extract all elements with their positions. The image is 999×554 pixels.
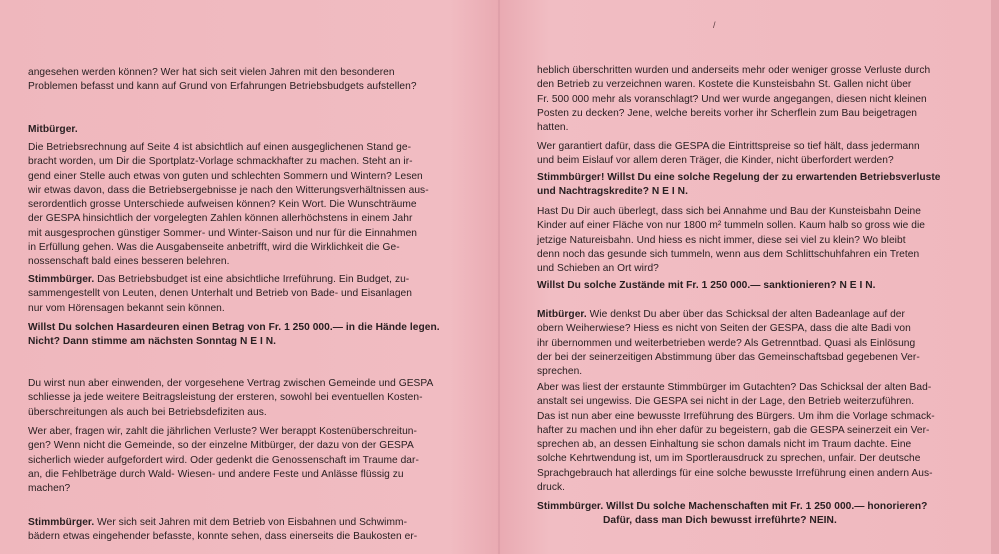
- text-rest: Wer sich seit Jahren mit dem Betrieb von Eisbahnen und Schwimm-: [94, 517, 408, 528]
- text-line: Dafür, dass man Dich bewusst irreführte? NEIN.: [603, 515, 837, 527]
- lead-text: Mitbürger.: [537, 309, 587, 320]
- lead-text: Stimmbürger.: [28, 274, 95, 285]
- text-line: Kinder auf einer Fläche von nur 1800 m² tummeln sollen. Kaum halb so gross wie die: [537, 220, 926, 232]
- left-paragraph-6: [28, 425, 470, 496]
- text-line: nur vom Hörensagen bekannt sein können.: [28, 302, 225, 314]
- right-paragraph-1: [537, 64, 979, 135]
- text-line: [28, 273, 470, 287]
- right-paragraph-6: [537, 308, 979, 379]
- text-line: Problemen befasst und kann auf Grund von Erfahrungen Betriebsbudgets aufstellen?: [28, 81, 417, 93]
- text-line: serordentlich grosse Unterschiede aufweisen können? Kein Wort. Die Wunschträume: [28, 199, 417, 211]
- text-line: nossenschaft bald eines besseren belehren.: [28, 256, 230, 268]
- right-paragraph-8: [537, 500, 979, 529]
- text-line: bracht worden, um Dir die Sportplatz-Vorlage schmackhafter zu machen. Steht an ir-: [28, 156, 413, 168]
- left-paragraph-5: [28, 377, 470, 420]
- text-line: Willst Du solchen Hasardeuren einen Betrag von Fr. 1 250 000.— in die Hände legen.: [28, 322, 440, 333]
- text-line: hafter zu machen und ihn eher dafür zu begeistern, gab die GESPA seinerzeit ein Ver-: [537, 424, 930, 436]
- text-line: heblich überschritten wurden und anderseits mehr oder weniger grosse Verluste durch: [537, 65, 931, 76]
- text-line: wir etwas davon, dass die Betriebsergebnisse je nach den Witterungsverhältnissen aus-: [28, 184, 429, 196]
- text-rest: Wie denkst Du aber über das Schicksal der alten Badeanlage auf der: [586, 309, 905, 320]
- text-line: druck.: [537, 482, 566, 494]
- text-line: schliesse ja jede weitere Beitragsleistung der ersteren, sowohl bei eventuellen Kosten-: [28, 392, 423, 404]
- text-line: der bei der seinerzeitigen Abstimmung über das Gemeinschaftsbad gegebenen Ver-: [537, 351, 920, 363]
- text-line: sprechen ab, an dessen Einhaltung sie schon damals nicht im Traum dachte. Eine: [537, 439, 912, 451]
- lead-text: Stimmbürger.: [28, 517, 95, 528]
- right-paragraph-5: [537, 279, 979, 293]
- text-line: in Erfüllung gehen. Was die Ausgabenseite anbetrifft, wird die Wirklichkeit die Ge-: [28, 242, 400, 254]
- page-edge: [991, 0, 999, 554]
- text-line: Du wirst nun aber einwenden, der vorgesehene Vertrag zwischen Gemeinde und GESPA: [28, 378, 434, 389]
- text-line: Posten zu decken? Jene, welche bereits vorher ihr Scherflein zum Bau beigetragen: [537, 107, 918, 119]
- text-line: angesehen werden können? Wer hat sich seit vielen Jahren mit den besonderen: [28, 67, 395, 78]
- text-line: Das ist nun aber eine bewusste Irreführung des Bürgers. Um ihm die Vorlage schmack-: [537, 410, 935, 422]
- text-line: [537, 308, 979, 322]
- text-line: Stimmbürger. Willst Du solche Machenschaften mit Fr. 1 250 000.— honorieren?: [537, 501, 928, 512]
- right-paragraph-4: [537, 205, 979, 276]
- text-line: den Betrieb zu verzeichnen waren. Kostete die Kunsteisbahn St. Gallen nicht über: [537, 79, 912, 91]
- text-line: gen? Wenn nicht die Gemeinde, so der einzelne Mitbürger, der dazu von der GESPA: [28, 440, 414, 452]
- left-paragraph-2: [28, 141, 470, 270]
- text-line: mit ausgesprochen günstiger Sommer- und Winter-Saison und nur für die Einnahmen: [28, 227, 418, 239]
- text-line: solche Kehrtwendung ist, um im Sportlerausdruck zu sprechen, unfair. Der deutsche: [537, 453, 921, 465]
- page-fold: [498, 0, 500, 554]
- text-line: sammengestellt von Leuten, denen Unterhalt und Betrieb von Bade- und Eisanlagen: [28, 288, 412, 300]
- text-line: Fr. 500 000 mehr als voranschlagt? Und wer wurde angegangen, diesen nicht kleinen: [537, 93, 927, 105]
- margin-mark: /: [713, 20, 716, 30]
- text-line: obern Weiherwiese? Hiess es nicht von Seiten der GESPA, dass die alte Badi von: [537, 323, 911, 335]
- text-line: und beim Eislauf vor allem deren Träger, die Kinder, nicht überfordert werden?: [537, 155, 894, 167]
- text-line: Willst Du solche Zustände mit Fr. 1 250 000.— sanktionieren? N E I N.: [537, 280, 876, 291]
- heading-text: Mitbürger.: [28, 124, 78, 135]
- text-line: Aber was liest der erstaunte Stimmbürger im Gutachten? Das Schicksal der alten Bad-: [537, 382, 932, 393]
- text-line: Nicht? Dann stimme am nächsten Sonntag N E I N.: [28, 336, 277, 348]
- text-line: und Schieben an Ort wird?: [537, 263, 659, 275]
- text-line: überschreitungen als auch bei Betriebsdefiziten aus.: [28, 406, 267, 418]
- text-line: sprechen.: [537, 366, 583, 378]
- text-line: Die Betriebsrechnung auf Seite 4 ist absichtlich auf einen ausgeglichenen Stand ge-: [28, 142, 412, 153]
- text-rest: Das Betriebsbudget ist eine absichtliche Irreführung. Ein Budget, zu-: [94, 274, 410, 285]
- right-paragraph-3: [537, 171, 979, 200]
- text-line: bädern etwas eingehender befasste, konnte sehen, dass einerseits die Baukosten er-: [28, 531, 418, 543]
- text-line: denn noch das gesunde sich tummeln, wenn aus dem Schlittschuhfahren ein Treten: [537, 248, 920, 260]
- text-line: sicherlich wieder aufgefordert wird. Oder gedenkt die Genossenschaft im Traume dar-: [28, 454, 419, 466]
- right-paragraph-7: [537, 381, 979, 495]
- text-line: anstalt sei ungewiss. Die GESPA sei nicht in der Lage, den Betrieb weiterzuführen.: [537, 396, 915, 408]
- left-paragraph-3: [28, 273, 470, 316]
- left-paragraph-7: [28, 516, 470, 545]
- text-line: Hast Du Dir auch überlegt, dass sich bei Annahme und Bau der Kunsteisbahn Deine: [537, 206, 921, 217]
- text-line: machen?: [28, 483, 71, 495]
- left-paragraph-4: [28, 321, 470, 350]
- left-heading-mitbuerger: [28, 123, 470, 137]
- text-line: Wer garantiert dafür, dass die GESPA die Eintrittspreise so tief hält, dass jedermann: [537, 141, 920, 152]
- text-line: an, die Fehlbeträge durch Wald- Wiesen- und andere Feste und Anlässe flüssig zu: [28, 468, 404, 480]
- text-line: [28, 516, 470, 530]
- right-paragraph-2: [537, 140, 979, 169]
- text-line: hatten.: [537, 122, 569, 134]
- text-line: jetzige Natureisbahn. Und hiess es nicht immer, diese sei viel zu klein? Wo bleibt: [537, 234, 906, 246]
- text-line: gend einer Stelle auch etwas von guten und schlechten Sommern und Wintern? Lesen: [28, 170, 423, 182]
- text-line: Wer aber, fragen wir, zahlt die jährlichen Verluste? Wer berappt Kostenüberschreitun-: [28, 426, 417, 437]
- text-line: der GESPA hinsichtlich der vorgelegten Zahlen können allerhöchstens in einem Jahr: [28, 213, 413, 225]
- text-line: und Nachtragskredite? N E I N.: [537, 186, 688, 198]
- text-line: Sprachgebrauch hat allerdings für eine solche bewusste Irreführung einen andern Aus-: [537, 467, 933, 479]
- text-line: Stimmbürger! Willst Du eine solche Regelung der zu erwartenden Betriebsverluste: [537, 172, 941, 183]
- left-paragraph-1: [28, 66, 470, 95]
- text-line: ihr übernommen und weiterbetrieben werde? Als Getrenntbad. Quasi als Einlösung: [537, 337, 916, 349]
